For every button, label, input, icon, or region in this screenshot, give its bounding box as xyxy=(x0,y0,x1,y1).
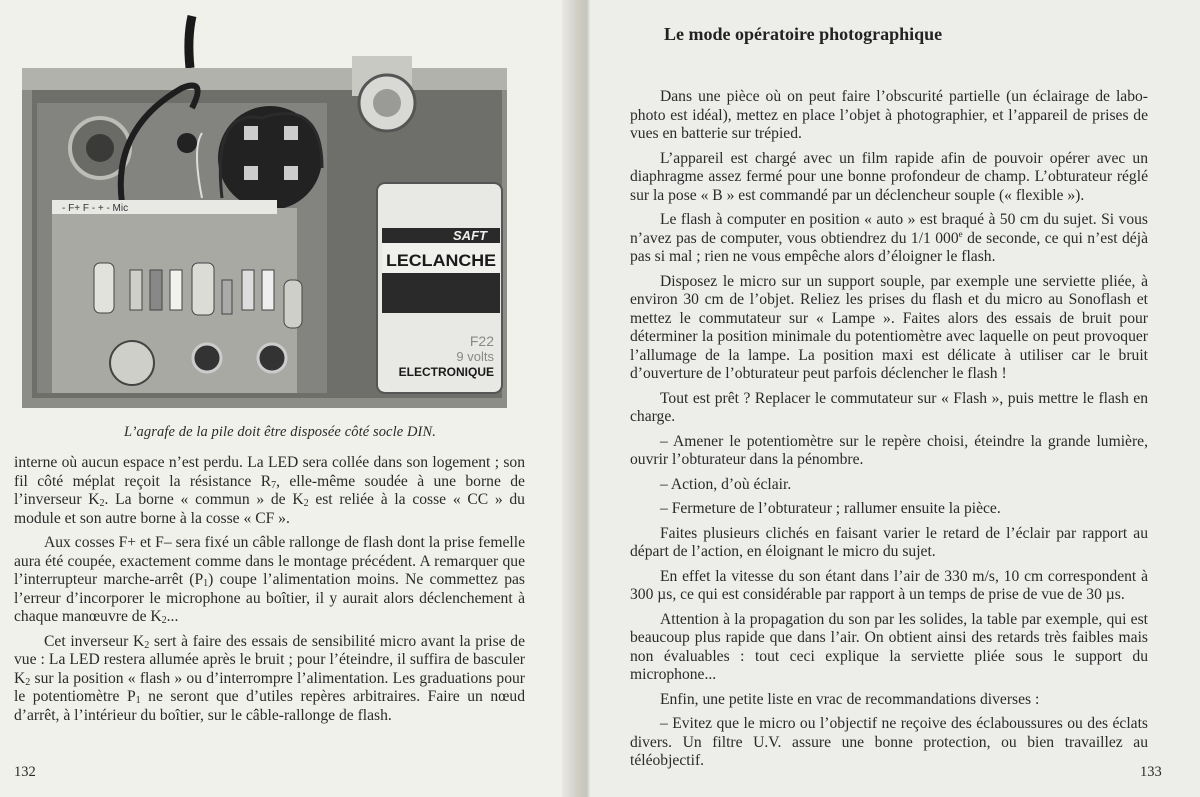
paragraph: L’appareil est chargé avec un film rapide afin de pouvoir opérer avec un diaphragme assez fermé pour une bonne profondeur de champ. L’obturateur réglé sur la pose « B » est commandé par un déclencheur souple (« flexible »). xyxy=(630,149,1148,204)
photo-caption: L’agrafe de la pile doit être disposée côté socle DIN. xyxy=(124,424,436,440)
section-heading: Le mode opératoire photographique xyxy=(664,24,943,44)
paragraph: Aux cosses F+ et F– sera fixé un câble rallonge de flash dont la prise femelle aura été coupée, exactement comme dans le montage précédent. A remarquer que l’interrupteur marche-arrêt $(P_1)$ coupe l’alimentation moins. Ne commettez pas l’erreur d’incorporer le microphone au boîtier, il y aurait alors déclenchement à chaque manœuvre de $K_2$... xyxy=(14,534,525,626)
battery-model: F22 xyxy=(469,333,494,349)
book-gutter xyxy=(562,0,590,797)
paragraph: Attention à la propagation du son par les solides, la table par exemple, qui est beaucoup plus rapide que dans l’air. On obtient ainsi des retards très faibles mais non évaluables : tout ceci explique la serviette pliée sous le support du microphone... xyxy=(630,610,1148,683)
page-number-right: 133 xyxy=(1140,764,1162,780)
list-item: – Evitez que le micro ou l’objectif ne reçoive des éclaboussures ou des éclats divers. Un filtre U.V. assure une bonne protection, ou bien travaillez au téléobjectif. xyxy=(630,715,1148,769)
paragraph: Tout est prêt ? Replacer le commutateur sur « Flash », puis mettre le flash en charge. xyxy=(630,389,1148,425)
paragraph: interne où aucun espace n’est perdu. La LED sera collée dans son logement ; son fil côté méplat reçoit la résistance $R_7$, elle-même soudée à une borne de l’inverseur $K_2$. La borne « commun » de $K_2$ est reliée à la cosse « CC » du module et son autre borne à la cosse « CF ». xyxy=(14,454,525,527)
circuit-photo xyxy=(22,8,522,408)
paragraph: En effet la vitesse du son étant dans l’air de 330 m/s, 10 cm correspondent à 300 µs, ce qui est considérable par rapport à un temps de prise de vue de 30 µs. xyxy=(630,567,1148,603)
paragraph: Dans une pièce où on peut faire l’obscurité partielle (un éclairage de labo-photo est idéal), mettez en place l’objet à photographier, et l’appareil de prises de vues en batterie sur trépied. xyxy=(630,88,1148,142)
paragraph: Le flash à computer en position « auto » est braqué à 50 cm du sujet. Si vous n’avez pas de computer, vous obtiendrez du 1/1 000e de seconde, ce qui n’est déjà pas si mal ; rien ne vous empêche alors d’éloigner le flash. xyxy=(630,211,1148,265)
list-item: – Fermeture de l’obturateur ; rallumer ensuite la pièce. xyxy=(660,500,1001,517)
paragraph: Faites plusieurs clichés en faisant varier le retard de l’éclair par rapport au départ de l’action, en éloignant le micro du sujet. xyxy=(630,524,1148,560)
battery-brand-top: SAFT xyxy=(453,228,487,243)
paragraph: Enfin, une petite liste en vrac de recommandations diverses : xyxy=(660,690,1040,708)
paragraph: Cet inverseur $K_2$ sert à faire des essais de sensibilité micro avant la prise de vue : La LED restera allumée après le bruit ; pour l’éteindre, il suffira de basculer $K_2$ sur la position « flash » ou d’interrompre l’alimentation. Les graduations pour le potentiomètre $P_1$ ne seront que d’utiles repères arbitraires. Faire un nœud d’arrêt, à l’intérieur du boîtier, sur le câble-rallonge de flash. xyxy=(14,632,526,724)
paragraph: Disposez le micro sur un support souple, par exemple une serviette pliée, à environ 30 cm de l’objet. Reliez les prises du flash et du micro au Sonoflash et mettez le commutateur sur « Lampe ». Faites alors des essais de bruit pour déterminer la position minimale du potentiomètre avec laquelle on peut provoquer l’allumage de la lampe. La position maxi est délicate à utiliser car le bruit d’ouverture de l’obturateur peut parfois déclencher le flash ! xyxy=(630,272,1148,382)
left-body-text xyxy=(14,454,525,731)
list-item: – Amener le potentiomètre sur le repère choisi, éteindre la grande lumière, ouvrir l’obturateur dans la pénombre. xyxy=(630,432,1148,468)
battery-brand-main: LECLANCHE xyxy=(386,251,496,270)
right-body-text xyxy=(630,88,1148,777)
list-item: – Action, d’où éclair. xyxy=(660,475,792,493)
battery-voltage: 9 volts xyxy=(456,349,494,364)
battery-maker: ELECTRONIQUE xyxy=(398,365,494,379)
page-number-left: 132 xyxy=(14,764,36,780)
svg-text:- F+ F - + - Mic: - F+ F - + - Mic xyxy=(62,203,129,214)
